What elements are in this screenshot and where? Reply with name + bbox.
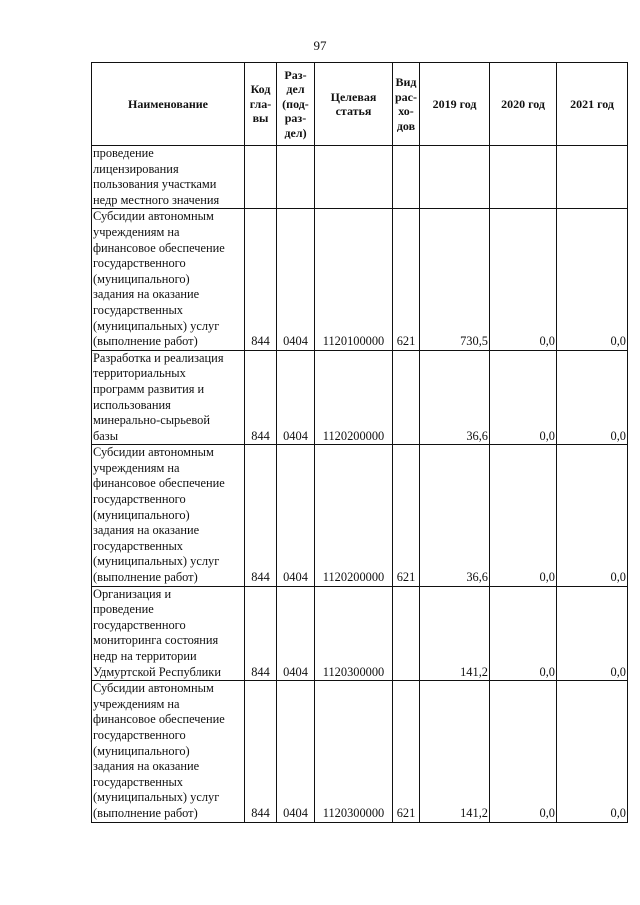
name-line: Субсидии автономным [93,209,214,224]
cell-2020: 0,0 [490,445,557,586]
name-line: (муниципального) [93,507,190,522]
cell-2021: 0,0 [557,586,628,681]
header-line: Вид [395,75,417,89]
cell-2021 [557,146,628,209]
name-line: Разработка и реализация [93,350,224,365]
name-line: государственных [93,774,184,789]
name-line: государственных [93,302,184,317]
name-line: проведение [93,146,154,160]
header-year-2019: 2019 год [420,63,490,146]
cell-2020 [490,146,557,209]
name-line: (муниципального) [93,743,190,758]
header-line: Целевая [330,89,377,104]
name-line: учреждениям на [93,460,180,475]
header-line: (под- [282,96,309,111]
header-year-2021: 2021 год [557,63,628,146]
name-line: государственного [93,256,186,271]
cell-chapter: 844 [245,445,277,586]
cell-name [92,681,245,822]
name-line: базы [93,428,119,443]
cell-2019: 141,2 [420,586,490,681]
name-line: финансовое обеспечение [93,476,225,491]
cell-expense-type [393,350,420,445]
name-line: задания на оказание [93,287,200,302]
name-line: финансовое обеспечение [93,240,225,255]
cell-section: 0404 [277,681,315,822]
header-line: хо- [398,104,414,118]
cell-target: 1120200000 [315,445,393,586]
header-name: Наименование [92,63,245,146]
name-line: Субсидии автономным [93,445,214,460]
name-line: мониторинга состояния [93,633,219,648]
cell-2021: 0,0 [557,350,628,445]
table-body [92,146,628,823]
name-line: (муниципальных) услуг [93,554,220,569]
cell-target: 1120100000 [315,209,393,350]
table-row [92,445,628,586]
table-row [92,350,628,445]
name-line: государственного [93,727,186,742]
cell-2020: 0,0 [490,209,557,350]
cell-2020: 0,0 [490,681,557,822]
table-row [92,146,628,209]
cell-name [92,445,245,586]
header-line: раз- [284,111,307,126]
cell-chapter: 844 [245,586,277,681]
header-line: Раз- [284,67,307,82]
name-line: задания на оказание [93,759,200,774]
cell-2019: 36,6 [420,445,490,586]
cell-2021: 0,0 [557,445,628,586]
name-line: минерально-сырьевой [93,413,210,428]
cell-2020: 0,0 [490,586,557,681]
cell-name [92,146,245,209]
header-line: статья [335,104,372,118]
header-line: дел) [284,125,307,140]
cell-target [315,146,393,209]
cell-chapter [245,146,277,209]
cell-name [92,350,245,445]
cell-chapter: 844 [245,681,277,822]
cell-section: 0404 [277,586,315,681]
cell-expense-type: 621 [393,445,420,586]
name-line: государственных [93,538,184,553]
header-line: дов [396,118,416,133]
budget-table [91,62,628,823]
cell-section: 0404 [277,209,315,350]
name-line: Организация и [93,586,172,601]
name-line: недр местного значения [93,192,220,207]
name-line: Удмуртской Республики [93,664,221,679]
header-line: рас- [395,89,417,104]
name-line: лицензирования [93,161,179,176]
name-line: программ развития и [93,381,205,396]
table-row [92,586,628,681]
name-line: (муниципальных) услуг [93,318,220,333]
header-year-2020: 2020 год [490,63,557,146]
cell-target: 1120300000 [315,586,393,681]
name-line: учреждениям на [93,224,180,239]
cell-target: 1120200000 [315,350,393,445]
cell-2019: 36,6 [420,350,490,445]
name-line: (муниципального) [93,271,190,286]
table-row [92,209,628,350]
cell-expense-type [393,586,420,681]
cell-name [92,209,245,350]
name-line: (выполнение работ) [93,570,198,585]
name-line: задания на оказание [93,523,200,538]
header-target [315,63,393,146]
cell-name [92,586,245,681]
header-chapter [245,63,277,146]
header-line: Код [250,82,271,97]
header-expense-type [393,63,420,146]
header-line: гла- [249,96,272,111]
name-line: Субсидии автономным [93,681,214,696]
name-line: финансовое обеспечение [93,712,225,727]
cell-2019: 730,5 [420,209,490,350]
name-line: (выполнение работ) [93,805,198,820]
page-number: 97 [313,38,327,53]
name-line: учреждениям на [93,696,180,711]
cell-2019 [420,146,490,209]
cell-chapter: 844 [245,350,277,445]
name-line: (выполнение работ) [93,334,198,349]
name-line: недр на территории [93,649,197,663]
cell-target: 1120300000 [315,681,393,822]
cell-2020: 0,0 [490,350,557,445]
cell-chapter: 844 [245,209,277,350]
header-line: вы [252,111,269,126]
name-line: (муниципальных) услуг [93,790,220,805]
name-line: использования [93,397,171,412]
header-section [277,63,315,146]
cell-2019: 141,2 [420,681,490,822]
cell-expense-type: 621 [393,681,420,822]
header-line: дел [286,82,305,97]
cell-2021: 0,0 [557,681,628,822]
table-header-row [92,63,628,146]
name-line: территориальных [93,366,186,381]
table-row [92,681,628,822]
name-line: проведение [93,602,154,617]
name-line: пользования участками [93,177,217,192]
cell-section [277,146,315,209]
cell-section: 0404 [277,445,315,586]
cell-expense-type: 621 [393,209,420,350]
name-line: государственного [93,617,186,632]
cell-expense-type [393,146,420,209]
cell-2021: 0,0 [557,209,628,350]
cell-section: 0404 [277,350,315,445]
name-line: государственного [93,492,186,507]
